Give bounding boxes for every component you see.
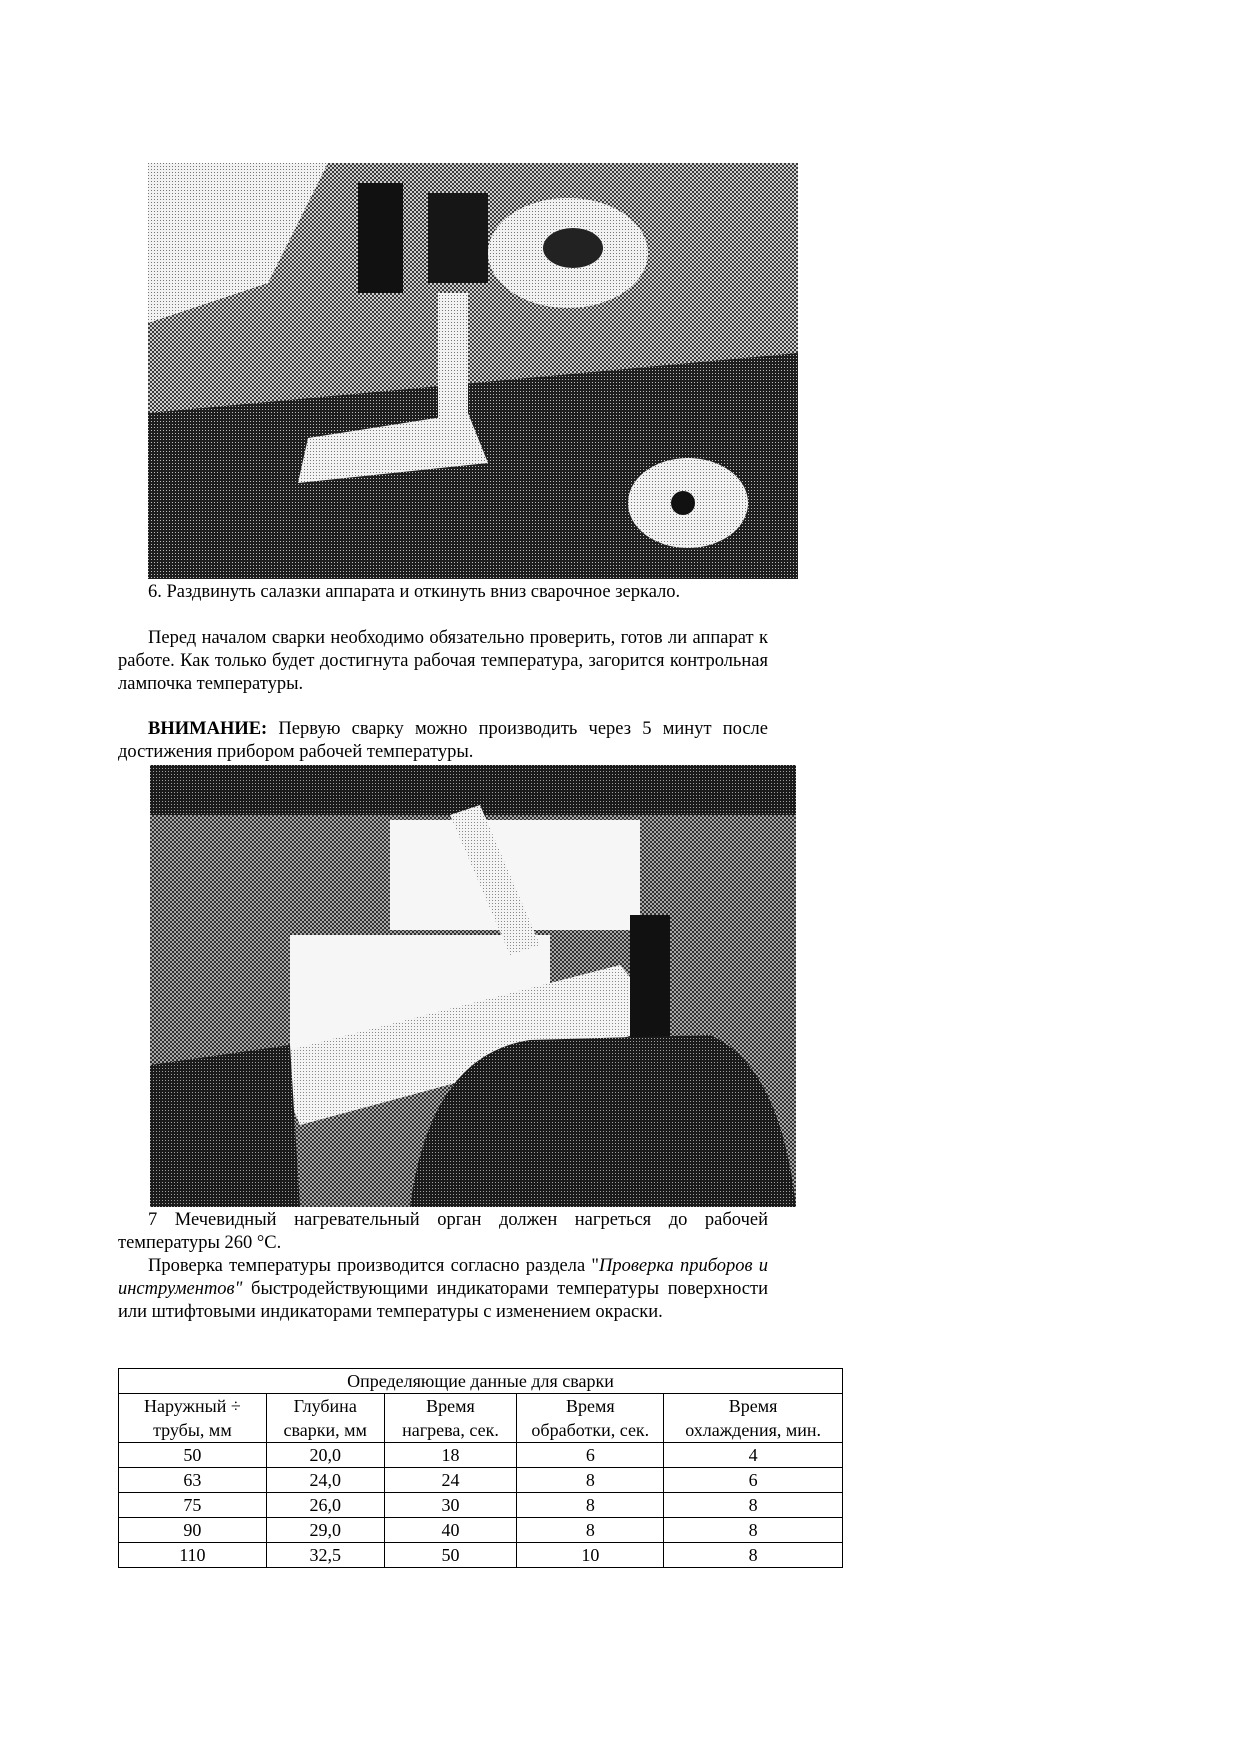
warning-label: ВНИМАНИЕ: <box>148 719 268 739</box>
table-cell: 8 <box>517 1493 664 1518</box>
table-cell: 8 <box>664 1518 843 1543</box>
header-cooling-time <box>664 1394 843 1443</box>
header-line: Глубина <box>293 1396 357 1416</box>
header-line: трубы, мм <box>153 1420 232 1440</box>
warning-line <box>118 718 768 764</box>
temperature-check-line <box>118 1255 768 1324</box>
table-cell: 29,0 <box>266 1518 384 1543</box>
table-cell: 8 <box>517 1468 664 1493</box>
temperature-check-reference: Проверка приборов и инструментов" <box>118 1256 768 1299</box>
header-heating-time <box>384 1394 517 1443</box>
temperature-check-end: быстродействующими индикаторами температуры поверхности или штифтовыми индикаторами температуры с изменением окраски. <box>118 1279 768 1322</box>
step-7-line: 7 Мечевидный нагревательный орган должен нагреться до рабочей температуры 260 °С. <box>118 1210 768 1253</box>
table-cell: 6 <box>517 1443 664 1468</box>
heating-element-image <box>150 765 796 1207</box>
check-ready-text <box>118 627 768 696</box>
welding-data-table <box>118 1368 843 1568</box>
temperature-check-start: Проверка температуры производится согласно раздела " <box>148 1256 599 1276</box>
table-cell: 8 <box>517 1518 664 1543</box>
step-6-text <box>118 581 768 604</box>
table-caption-row <box>119 1369 843 1394</box>
table-cell: 32,5 <box>266 1543 384 1568</box>
table-cell: 63 <box>119 1468 267 1493</box>
table-cell: 18 <box>384 1443 517 1468</box>
header-line: сварки, мм <box>283 1420 367 1440</box>
header-line: нагрева, сек. <box>402 1420 499 1440</box>
step-7-text <box>118 1209 768 1255</box>
table-caption: Определяющие данные для сварки <box>119 1369 843 1394</box>
welding-machine-image <box>148 163 798 579</box>
header-line: Наружный ÷ <box>144 1396 241 1416</box>
table-cell: 40 <box>384 1518 517 1543</box>
table-cell: 8 <box>664 1493 843 1518</box>
table-row <box>119 1493 843 1518</box>
table-row <box>119 1443 843 1468</box>
table-row <box>119 1543 843 1568</box>
header-line: охлаждения, мин. <box>685 1420 822 1440</box>
table-cell: 26,0 <box>266 1493 384 1518</box>
header-processing-time <box>517 1394 664 1443</box>
table-cell: 30 <box>384 1493 517 1518</box>
header-line: Время <box>565 1396 615 1416</box>
table-cell: 10 <box>517 1543 664 1568</box>
welding-machine-photo <box>148 163 798 579</box>
warning-text <box>118 718 768 764</box>
heating-element-photo <box>150 765 796 1207</box>
header-line: Время <box>426 1396 475 1416</box>
step-6-line: 6. Раздвинуть салазки аппарата и откинуть вниз сварочное зеркало. <box>148 582 681 602</box>
table-cell: 110 <box>119 1543 267 1568</box>
table-row <box>119 1518 843 1543</box>
table-cell: 50 <box>119 1443 267 1468</box>
table-cell: 4 <box>664 1443 843 1468</box>
check-ready-line: Перед началом сварки необходимо обязательно проверить, готов ли аппарат к работе. Как только будет достигнута рабочая температура, загорится контрольная лампочка температуры. <box>118 628 768 694</box>
table-cell: 8 <box>664 1543 843 1568</box>
temperature-check-text <box>118 1255 768 1324</box>
header-weld-depth <box>266 1394 384 1443</box>
header-line: обработки, сек. <box>531 1420 650 1440</box>
table-row <box>119 1468 843 1493</box>
table-header-row <box>119 1394 843 1443</box>
table-cell: 75 <box>119 1493 267 1518</box>
table-cell: 6 <box>664 1468 843 1493</box>
table-cell: 90 <box>119 1518 267 1543</box>
header-outer-diameter <box>119 1394 267 1443</box>
table-cell: 24,0 <box>266 1468 384 1493</box>
header-line: Время <box>728 1396 778 1416</box>
table-cell: 50 <box>384 1543 517 1568</box>
table-cell: 24 <box>384 1468 517 1493</box>
warning-body: Первую сварку можно производить через 5 минут после достижения прибором рабочей температуры. <box>118 719 768 762</box>
table-cell: 20,0 <box>266 1443 384 1468</box>
